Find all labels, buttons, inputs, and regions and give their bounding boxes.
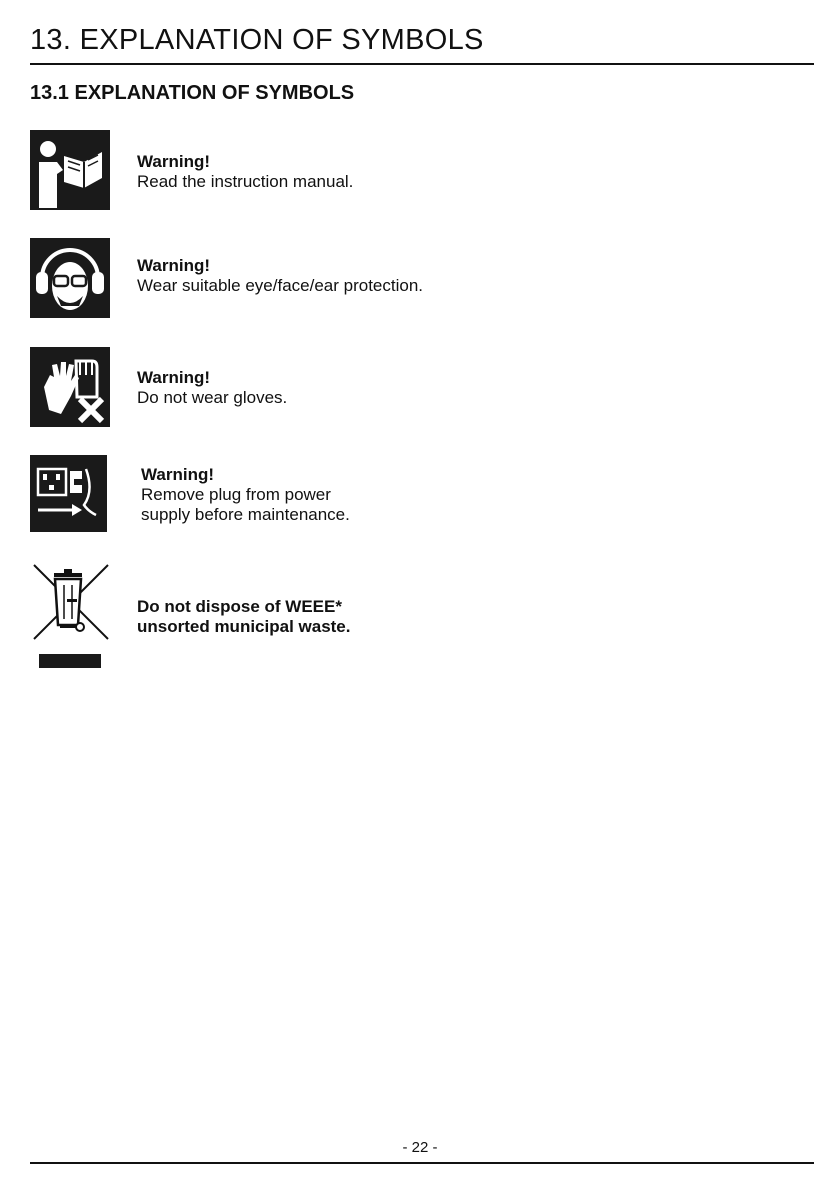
symbol-heading: Warning! — [137, 368, 211, 387]
eye-face-ear-protection-icon — [30, 238, 110, 318]
symbol-text: Read the instruction manual. — [137, 172, 354, 191]
symbol-row-weee — [30, 561, 790, 671]
symbol-text: unsorted municipal waste. — [137, 617, 351, 636]
unplug-icon — [30, 455, 107, 532]
title-rule — [30, 63, 814, 65]
footer-rule — [30, 1162, 814, 1164]
symbol-text: Remove plug from power — [141, 485, 331, 504]
symbol-text: Do not wear gloves. — [137, 388, 288, 407]
symbol-text: Do not dispose of WEEE* — [137, 597, 342, 616]
read-manual-icon — [30, 130, 110, 210]
weee-bar — [39, 654, 101, 668]
symbol-heading: Warning! — [137, 152, 211, 171]
symbol-row-protection — [30, 238, 790, 318]
symbol-text: Wear suitable eye/face/ear protection. — [137, 276, 424, 295]
symbol-heading: Warning! — [141, 465, 215, 484]
symbol-row-read-manual — [30, 130, 790, 210]
symbol-row-no-gloves — [30, 347, 790, 427]
symbol-text: supply before maintenance. — [141, 505, 350, 524]
page-number: - 22 - — [402, 1139, 438, 1156]
weee-crossed-bin-icon — [30, 561, 110, 671]
symbol-row-unplug — [30, 455, 790, 532]
page-title: 13. EXPLANATION OF SYMBOLS — [30, 24, 484, 56]
symbol-heading: Warning! — [137, 256, 211, 275]
section-title: 13.1 EXPLANATION OF SYMBOLS — [30, 82, 355, 104]
no-gloves-icon — [30, 347, 110, 427]
